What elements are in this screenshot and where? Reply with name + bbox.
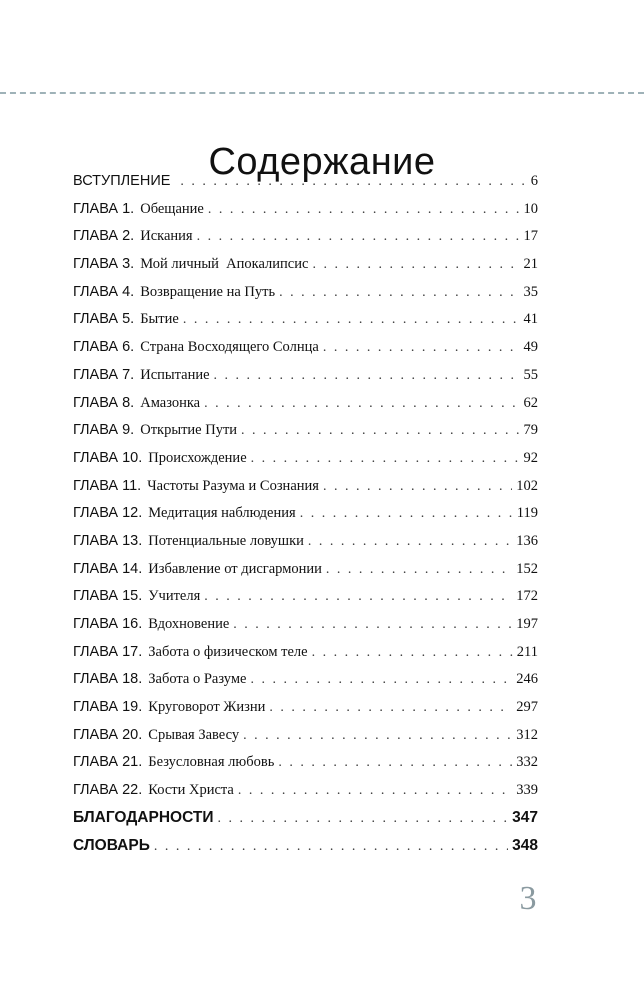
entry-page: 119 <box>516 505 538 522</box>
entry-name: Мой личный Апокалипсис <box>140 256 309 273</box>
entry-name: Амазонка <box>140 394 201 411</box>
toc-entry[interactable] <box>73 223 538 251</box>
dot-leader <box>279 283 519 303</box>
entry-name: Страна Восходящего Солнца <box>140 339 319 356</box>
dot-leader <box>180 172 526 192</box>
toc-entry[interactable] <box>73 833 538 861</box>
toc-entry[interactable] <box>73 473 538 501</box>
page-number: 3 <box>519 880 537 917</box>
entry-name: Происхождение <box>148 449 247 466</box>
entry-name: Учителя <box>148 588 201 605</box>
entry-page: 348 <box>512 836 538 854</box>
entry-page: 312 <box>516 726 538 743</box>
entry-label: СЛОВАРЬ <box>73 836 150 854</box>
dot-leader <box>197 227 520 247</box>
entry-label: ГЛАВА 6. <box>73 339 135 356</box>
entry-name: Испытание <box>140 366 210 383</box>
toc-entry[interactable] <box>73 639 538 667</box>
entry-label: ГЛАВА 7. <box>73 366 135 383</box>
entry-name: Безусловная любовь <box>148 754 275 771</box>
dot-leader <box>251 449 520 469</box>
entry-label: ГЛАВА 5. <box>73 311 135 328</box>
entry-label: ГЛАВА 19. <box>73 699 143 716</box>
toc-entry[interactable] <box>73 500 538 528</box>
entry-label: ГЛАВА 17. <box>73 643 143 660</box>
entry-name: Открытие Пути <box>140 422 238 439</box>
entry-label: ГЛАВА 9. <box>73 422 135 439</box>
entry-label: ГЛАВА 11. <box>73 477 142 494</box>
entry-page: 136 <box>516 532 538 549</box>
entry-page: 297 <box>516 699 538 716</box>
entry-name: Возвращение на Путь <box>140 283 276 300</box>
entry-page: 17 <box>523 228 538 245</box>
toc-entry[interactable] <box>73 168 538 196</box>
dot-leader <box>326 560 512 580</box>
toc-entry[interactable] <box>73 334 538 362</box>
entry-label: ГЛАВА 10. <box>73 449 143 466</box>
dot-leader <box>241 421 519 441</box>
entry-page: 332 <box>516 754 538 771</box>
entry-page: 197 <box>516 616 538 632</box>
toc-entry[interactable] <box>73 777 538 805</box>
toc-entry[interactable] <box>73 583 538 611</box>
dot-leader <box>308 532 512 552</box>
toc-entry[interactable] <box>73 196 538 224</box>
entry-page: 246 <box>516 671 538 688</box>
entry-label: ГЛАВА 1. <box>73 200 135 217</box>
toc-entry[interactable] <box>73 805 538 833</box>
dot-leader <box>300 504 513 524</box>
toc-entry[interactable] <box>73 694 538 722</box>
entry-label: ГЛАВА 20. <box>73 726 143 743</box>
toc-entry[interactable] <box>73 251 538 279</box>
dot-leader <box>233 615 512 635</box>
entry-label: ГЛАВА 16. <box>73 616 143 632</box>
entry-page: 152 <box>516 560 538 577</box>
dot-leader <box>323 338 520 358</box>
toc-entry[interactable] <box>73 279 538 307</box>
entry-label: ГЛАВА 13. <box>73 532 143 549</box>
entry-page: 62 <box>523 394 538 411</box>
entry-label: ГЛАВА 18. <box>73 671 143 688</box>
table-of-contents <box>73 168 538 861</box>
dot-leader <box>208 200 520 220</box>
toc-entry[interactable] <box>73 362 538 390</box>
entry-name: Искания <box>140 228 193 245</box>
entry-label: ВСТУПЛЕНИЕ <box>73 173 171 189</box>
dashed-top-rule <box>0 92 644 94</box>
entry-name: Избавление от дисгармонии <box>148 560 322 577</box>
entry-page: 35 <box>523 283 538 300</box>
toc-entry[interactable] <box>73 528 538 556</box>
entry-page: 49 <box>523 339 538 356</box>
dot-leader <box>218 809 509 829</box>
dot-leader <box>323 477 512 497</box>
entry-page: 92 <box>523 449 538 466</box>
entry-name: Потенциальные ловушки <box>148 532 304 549</box>
entry-label: ГЛАВА 15. <box>73 588 143 605</box>
entry-name: Срывая Завесу <box>148 726 240 743</box>
toc-entry[interactable] <box>73 306 538 334</box>
entry-label: ГЛАВА 12. <box>73 505 143 522</box>
entry-name: Частоты Разума и Сознания <box>147 477 319 494</box>
entry-page: 339 <box>516 782 538 799</box>
dot-leader <box>312 643 513 663</box>
entry-name: Кости Христа <box>148 782 234 799</box>
toc-entry[interactable] <box>73 445 538 473</box>
dot-leader <box>204 587 512 607</box>
entry-label: ГЛАВА 2. <box>73 228 135 245</box>
entry-label: ГЛАВА 22. <box>73 782 143 799</box>
entry-page: 41 <box>523 311 538 328</box>
entry-name: Вдохновение <box>148 616 230 632</box>
entry-label: ГЛАВА 14. <box>73 560 143 577</box>
entry-page: 55 <box>523 366 538 383</box>
entry-name: Медитация наблюдения <box>148 505 296 522</box>
entry-page: 10 <box>523 200 538 217</box>
toc-entry[interactable] <box>73 556 538 584</box>
entry-page: 211 <box>516 643 538 660</box>
dot-leader <box>204 394 519 414</box>
entry-label: ГЛАВА 21. <box>73 754 143 771</box>
toc-entry[interactable] <box>73 749 538 777</box>
dot-leader <box>250 670 512 690</box>
dot-leader <box>312 255 519 275</box>
toc-entry[interactable] <box>73 390 538 418</box>
toc-entry[interactable] <box>73 611 538 639</box>
entry-label: БЛАГОДАРНОСТИ <box>73 808 214 826</box>
page-title: Содержание <box>208 141 436 184</box>
dot-leader <box>278 753 512 773</box>
entry-label: ГЛАВА 3. <box>73 256 135 273</box>
entry-page: 172 <box>516 588 538 605</box>
dot-leader <box>243 726 512 746</box>
dot-leader <box>183 310 520 330</box>
toc-entry[interactable] <box>73 417 538 445</box>
entry-name: Обещание <box>140 200 204 217</box>
entry-name: Бытие <box>140 311 179 328</box>
toc-entry[interactable] <box>73 666 538 694</box>
toc-entry[interactable] <box>73 722 538 750</box>
entry-name: Круговорот Жизни <box>148 699 266 716</box>
entry-page: 21 <box>523 256 538 273</box>
dot-leader <box>238 781 512 801</box>
entry-page: 6 <box>530 173 538 189</box>
entry-page: 347 <box>512 808 538 826</box>
entry-label: ГЛАВА 8. <box>73 394 135 411</box>
dot-leader <box>214 366 520 386</box>
dot-leader <box>154 837 508 857</box>
entry-name: Забота о Разуме <box>148 671 247 688</box>
entry-page: 79 <box>523 422 538 439</box>
entry-label: ГЛАВА 4. <box>73 283 135 300</box>
entry-name: Забота о физическом теле <box>148 643 308 660</box>
entry-page: 102 <box>516 477 538 494</box>
dot-leader <box>269 698 512 718</box>
